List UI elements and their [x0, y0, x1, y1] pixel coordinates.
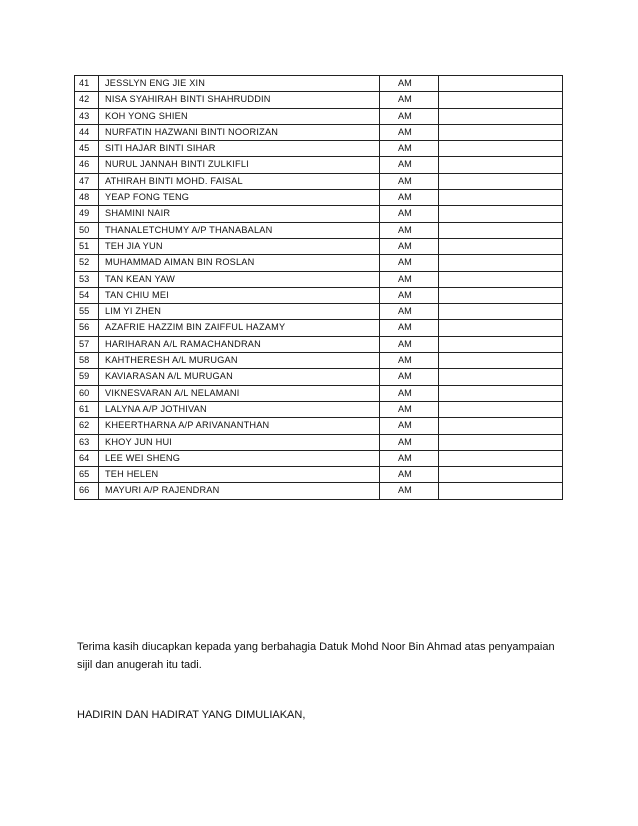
student-name: LIM YI ZHEN — [99, 304, 380, 320]
student-name: LEE WEI SHENG — [99, 450, 380, 466]
row-number: 51 — [75, 238, 99, 254]
empty-cell — [439, 401, 563, 417]
empty-cell — [439, 483, 563, 499]
empty-cell — [439, 336, 563, 352]
session-cell: AM — [380, 434, 439, 450]
table-row — [75, 467, 563, 483]
student-name: VIKNESVARAN A/L NELAMANI — [99, 385, 380, 401]
empty-cell — [439, 255, 563, 271]
session-cell: AM — [380, 190, 439, 206]
empty-cell — [439, 271, 563, 287]
table-row — [75, 320, 563, 336]
session-cell: AM — [380, 141, 439, 157]
empty-cell — [439, 385, 563, 401]
row-number: 65 — [75, 467, 99, 483]
empty-cell — [439, 190, 563, 206]
table-row — [75, 108, 563, 124]
row-number: 62 — [75, 418, 99, 434]
student-name: KAHTHERESH A/L MURUGAN — [99, 353, 380, 369]
row-number: 45 — [75, 141, 99, 157]
student-name: MUHAMMAD AIMAN BIN ROSLAN — [99, 255, 380, 271]
table-row — [75, 287, 563, 303]
session-cell: AM — [380, 173, 439, 189]
session-cell: AM — [380, 320, 439, 336]
student-name: JESSLYN ENG JIE XIN — [99, 76, 380, 92]
empty-cell — [439, 124, 563, 140]
student-name: TAN KEAN YAW — [99, 271, 380, 287]
empty-cell — [439, 353, 563, 369]
student-name: NISA SYAHIRAH BINTI SHAHRUDDIN — [99, 92, 380, 108]
row-number: 48 — [75, 190, 99, 206]
row-number: 56 — [75, 320, 99, 336]
student-name: TEH HELEN — [99, 467, 380, 483]
session-cell: AM — [380, 353, 439, 369]
table-row — [75, 76, 563, 92]
session-cell: AM — [380, 157, 439, 173]
student-name: KOH YONG SHIEN — [99, 108, 380, 124]
session-cell: AM — [380, 255, 439, 271]
student-name: SHAMINI NAIR — [99, 206, 380, 222]
student-name: AZAFRIE HAZZIM BIN ZAIFFUL HAZAMY — [99, 320, 380, 336]
empty-cell — [439, 141, 563, 157]
table-row — [75, 92, 563, 108]
student-name: HARIHARAN A/L RAMACHANDRAN — [99, 336, 380, 352]
table-row — [75, 369, 563, 385]
empty-cell — [439, 320, 563, 336]
student-name: SITI HAJAR BINTI SIHAR — [99, 141, 380, 157]
row-number: 59 — [75, 369, 99, 385]
student-name: TEH JIA YUN — [99, 238, 380, 254]
table-row — [75, 304, 563, 320]
student-name: KHOY JUN HUI — [99, 434, 380, 450]
session-cell: AM — [380, 108, 439, 124]
student-name: NURUL JANNAH BINTI ZULKIFLI — [99, 157, 380, 173]
row-number: 49 — [75, 206, 99, 222]
session-cell: AM — [380, 76, 439, 92]
thanks-paragraph: Terima kasih diucapkan kepada yang berbahagia Datuk Mohd Noor Bin Ahmad atas penyampaian sijil dan anugerah itu tadi. — [77, 641, 555, 671]
empty-cell — [439, 238, 563, 254]
empty-cell — [439, 206, 563, 222]
row-number: 47 — [75, 173, 99, 189]
empty-cell — [439, 369, 563, 385]
session-cell: AM — [380, 206, 439, 222]
row-number: 54 — [75, 287, 99, 303]
empty-cell — [439, 108, 563, 124]
empty-cell — [439, 450, 563, 466]
row-number: 64 — [75, 450, 99, 466]
table-row — [75, 255, 563, 271]
table-row — [75, 434, 563, 450]
row-number: 66 — [75, 483, 99, 499]
student-name: TAN CHIU MEI — [99, 287, 380, 303]
name-list-body — [75, 76, 563, 500]
empty-cell — [439, 222, 563, 238]
session-cell: AM — [380, 304, 439, 320]
table-row — [75, 238, 563, 254]
row-number: 55 — [75, 304, 99, 320]
student-name: MAYURI A/P RAJENDRAN — [99, 483, 380, 499]
table-row — [75, 157, 563, 173]
table-row — [75, 173, 563, 189]
session-cell: AM — [380, 418, 439, 434]
session-cell: AM — [380, 287, 439, 303]
table-row — [75, 206, 563, 222]
row-number: 46 — [75, 157, 99, 173]
session-cell: AM — [380, 124, 439, 140]
session-cell: AM — [380, 483, 439, 499]
empty-cell — [439, 287, 563, 303]
table-row — [75, 483, 563, 499]
table-row — [75, 124, 563, 140]
student-name: ATHIRAH BINTI MOHD. FAISAL — [99, 173, 380, 189]
student-name: NURFATIN HAZWANI BINTI NOORIZAN — [99, 124, 380, 140]
table-row — [75, 353, 563, 369]
row-number: 63 — [75, 434, 99, 450]
name-list-table — [74, 75, 563, 500]
table-row — [75, 141, 563, 157]
session-cell: AM — [380, 401, 439, 417]
row-number: 41 — [75, 76, 99, 92]
table-row — [75, 385, 563, 401]
table-row — [75, 401, 563, 417]
row-number: 60 — [75, 385, 99, 401]
session-cell: AM — [380, 92, 439, 108]
table-row — [75, 190, 563, 206]
row-number: 61 — [75, 401, 99, 417]
empty-cell — [439, 418, 563, 434]
empty-cell — [439, 304, 563, 320]
table-row — [75, 222, 563, 238]
row-number: 50 — [75, 222, 99, 238]
empty-cell — [439, 157, 563, 173]
empty-cell — [439, 434, 563, 450]
row-number: 43 — [75, 108, 99, 124]
student-name: KAVIARASAN A/L MURUGAN — [99, 369, 380, 385]
row-number: 52 — [75, 255, 99, 271]
session-cell: AM — [380, 271, 439, 287]
session-cell: AM — [380, 222, 439, 238]
empty-cell — [439, 76, 563, 92]
session-cell: AM — [380, 467, 439, 483]
table-row — [75, 450, 563, 466]
session-cell: AM — [380, 238, 439, 254]
empty-cell — [439, 467, 563, 483]
row-number: 53 — [75, 271, 99, 287]
student-name: THANALETCHUMY A/P THANABALAN — [99, 222, 380, 238]
row-number: 44 — [75, 124, 99, 140]
row-number: 42 — [75, 92, 99, 108]
empty-cell — [439, 173, 563, 189]
table-row — [75, 271, 563, 287]
row-number: 58 — [75, 353, 99, 369]
address-line: HADIRIN DAN HADIRAT YANG DIMULIAKAN, — [77, 709, 306, 721]
student-name: LALYNA A/P JOTHIVAN — [99, 401, 380, 417]
empty-cell — [439, 92, 563, 108]
row-number: 57 — [75, 336, 99, 352]
session-cell: AM — [380, 385, 439, 401]
session-cell: AM — [380, 450, 439, 466]
session-cell: AM — [380, 336, 439, 352]
table-row — [75, 418, 563, 434]
session-cell: AM — [380, 369, 439, 385]
student-name: YEAP FONG TENG — [99, 190, 380, 206]
table-row — [75, 336, 563, 352]
student-name: KHEERTHARNA A/P ARIVANANTHAN — [99, 418, 380, 434]
